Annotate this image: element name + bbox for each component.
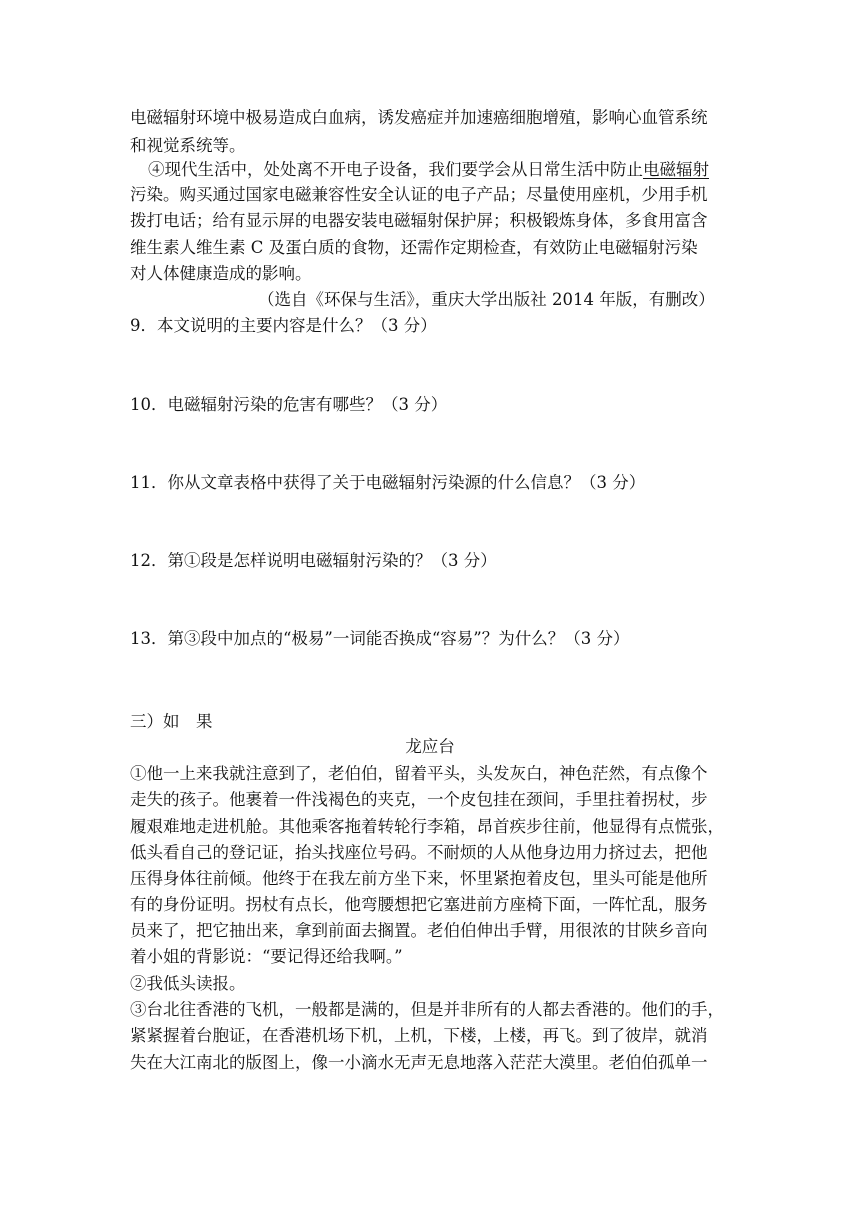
question-13: 13．第③段中加点的“极易”一词能否换成“容易”？为什么？（3 分） [130, 629, 630, 648]
section-heading: 三）如 果 [130, 712, 213, 731]
article-author: 龙应台 [405, 737, 455, 756]
underlined-term: 电磁辐射 [643, 160, 709, 179]
text-line: 污染。购买通过国家电磁兼容性安全认证的电子产品；尽量使用座机，少用手机 [130, 185, 708, 204]
question-10: 10．电磁辐射污染的危害有哪些？（3 分） [130, 395, 448, 414]
text-line: ②我低头读报。 [130, 974, 246, 993]
text-line: 着小姐的背影说：“要记得还给我啊。” [130, 947, 403, 966]
text-line: 履艰难地走进机舱。其他乘客拖着转轮行李箱，昂首疾步往前，他显得有点慌张， [130, 817, 724, 836]
source-citation: （选自《环保与生活》，重庆大学出版社 2014 年版，有删改） [258, 290, 715, 309]
text-line: 走失的孩子。他裹着一件浅褐色的夹克，一个皮包挂在颈间，手里拄着拐杖，步 [130, 790, 708, 809]
text-line: ①他一上来我就注意到了，老伯伯，留着平头，头发灰白，神色茫然，有点像个 [130, 764, 708, 783]
paragraph-4-first-line [148, 160, 709, 180]
question-12: 12．第①段是怎样说明电磁辐射污染的？（3 分） [130, 551, 497, 570]
text-line: 失在大江南北的版图上，像一小滴水无声无息地落入茫茫大漠里。老伯伯孤单一 [130, 1053, 708, 1072]
question-9: 9．本文说明的主要内容是什么？（3 分） [130, 316, 437, 335]
text-line: ③台北往香港的飞机，一般都是满的，但是并非所有的人都去香港的。他们的手， [130, 1000, 724, 1019]
text-line: 紧紧握着台胞证，在香港机场下机，上机，下楼，上楼，再飞。到了彼岸，就消 [130, 1026, 708, 1045]
text-line: 拨打电话；给有显示屏的电器安装电磁辐射保护屏；积极锻炼身体，多食用富含 [130, 211, 708, 230]
text-line: 对人体健康造成的影响。 [130, 264, 312, 283]
text-line: 员来了，把它抽出来，拿到前面去搁置。老伯伯伸出手臂，用很浓的甘陕乡音向 [130, 921, 708, 940]
text-line: 电磁辐射环境中极易造成白血病，诱发癌症并加速癌细胞增殖，影响心血管系统 [130, 108, 708, 127]
text-span: ④现代生活中，处处离不开电子设备，我们要学会从日常生活中防止 [148, 160, 643, 179]
text-line: 维生素人维生素 C 及蛋白质的食物，还需作定期检查，有效防止电磁辐射污染 [130, 238, 698, 257]
text-line: 压得身体往前倾。他终于在我左前方坐下来，怀里紧抱着皮包，里头可能是他所 [130, 869, 708, 888]
text-line: 低头看自己的登记证，抬头找座位号码。不耐烦的人从他身边用力挤过去，把他 [130, 843, 708, 862]
text-line: 和视觉系统等。 [130, 136, 246, 155]
text-line: 有的身份证明。拐杖有点长，他弯腰想把它塞进前方座椅下面，一阵忙乱，服务 [130, 895, 708, 914]
question-11: 11．你从文章表格中获得了关于电磁辐射污染源的什么信息？（3 分） [130, 473, 646, 492]
